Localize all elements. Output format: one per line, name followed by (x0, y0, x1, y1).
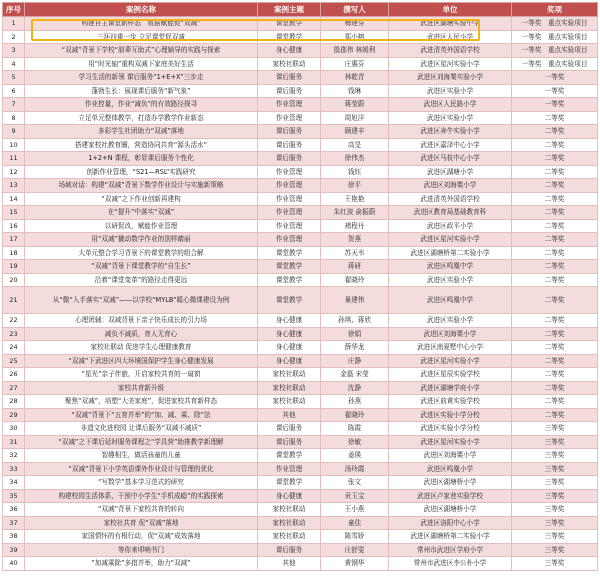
cell-no: 36 (3, 503, 25, 517)
cell-unit: 武进区人民路小学 (389, 98, 512, 112)
cell-title: 构建校园生活体系，干预中小学生“手机成瘾”的实践探索 (25, 489, 258, 503)
cell-unit: 武进清英外国语学校 (389, 44, 512, 58)
cell-no: 26 (3, 368, 25, 382)
table-row (3, 98, 598, 112)
table-row (3, 125, 598, 139)
cell-unit: 武进区星辰实验学校 (389, 368, 512, 382)
cell-unit: 武进区湖塘学府小学 (389, 381, 512, 395)
cell-title: 大单元整合学习背景下的课堂教学的组合解 (25, 246, 258, 260)
table-row (3, 287, 598, 314)
cell-award: 一等奖 (512, 98, 598, 112)
cell-author: 梅建芬 (321, 17, 389, 31)
cell-unit: 武进区实验小学 (389, 84, 512, 98)
cell-author: 周旭洋 (321, 111, 389, 125)
table-row (3, 341, 598, 355)
table-row (3, 408, 598, 422)
cell-award: 二等奖 (512, 111, 598, 125)
cell-award: 三等奖 (512, 476, 598, 490)
cell-unit: 武进区实验小学 (389, 314, 512, 328)
cell-award: 二等奖 (512, 381, 598, 395)
cell-no: 1 (3, 17, 25, 31)
cell-award: 三等奖 (512, 449, 598, 463)
cell-theme: 课后服务 (258, 84, 321, 98)
cell-author: 蒋研 (321, 260, 389, 274)
cell-theme: 家校社联动 (258, 57, 321, 71)
cell-no: 25 (3, 354, 25, 368)
cell-title: 减负不减质，育人无育心 (25, 327, 258, 341)
cell-theme: 课后服务 (258, 125, 321, 139)
cell-title: 家校共育新升级 (25, 381, 258, 395)
cell-unit: 武进区人民小学 (389, 30, 512, 44)
cell-theme: 身心健康 (258, 489, 321, 503)
table-row (3, 476, 598, 490)
cell-author: 顾建丰 (321, 125, 389, 139)
cell-award: 一等奖 (512, 71, 598, 85)
cell-award: 一等奖 重点实验项目 (512, 30, 598, 44)
table-row (3, 489, 598, 503)
cell-unit: 武进区湖塘桥小学 (389, 503, 512, 517)
cell-award: 二等奖 (512, 192, 598, 206)
cell-theme: 课堂教学 (258, 449, 321, 463)
cell-award: 二等奖 (512, 327, 598, 341)
cell-author: 庄舒雯 (321, 543, 389, 557)
cell-theme: 家校社联动 (258, 503, 321, 517)
table-row (3, 138, 598, 152)
cell-no: 37 (3, 516, 25, 530)
cell-unit: 武进区奔牛实验小学 (389, 125, 512, 139)
cell-award: 三等奖 (512, 435, 598, 449)
cell-title: 构建自主课堂新样态 数据赋能促“双减” (25, 17, 258, 31)
cell-unit: 武进区实验小学分校 (389, 422, 512, 436)
cell-title: “双减”背景下“五育并举”的“加、减、乘、除”法 (25, 408, 258, 422)
cell-author: 徐平 (321, 179, 389, 193)
cell-no: 8 (3, 111, 25, 125)
cell-title: 场域对话：构建“双减”背景下数学作业设计与实施新策略 (25, 179, 258, 193)
cell-no: 24 (3, 341, 25, 355)
cell-no: 17 (3, 233, 25, 247)
table-row (3, 192, 598, 206)
cell-award: 一等奖 (512, 84, 598, 98)
cell-award: 二等奖 (512, 368, 598, 382)
table-row (3, 152, 598, 166)
cell-no: 6 (3, 84, 25, 98)
cell-title: “双减”之下课后延时服务课程之“学具营”助推教学新理解 (25, 435, 258, 449)
table-row (3, 206, 598, 220)
cell-title: 用“时光轴”重构双减下家庭美好生活 (25, 57, 258, 71)
cell-award: 三等奖 (512, 543, 598, 557)
cell-no: 39 (3, 543, 25, 557)
cell-author: 庄惠芬 (321, 57, 389, 71)
cell-unit: 武进区湖塘桥第二实验小学 (389, 246, 512, 260)
cell-award: 二等奖 (512, 395, 598, 409)
cell-title: 创新作业管理，“S21—RSL”实践研究 (25, 165, 258, 179)
cell-unit: 武进区嘉泽中心小学 (389, 138, 512, 152)
cell-award: 二等奖 (512, 179, 598, 193)
table-row (3, 84, 598, 98)
cell-title: 智趣相生，做活孩童的儿童 (25, 449, 258, 463)
cell-author: 殷郡伟 林媛利 (321, 44, 389, 58)
cell-no: 15 (3, 206, 25, 220)
cell-unit: 武进区卢家巷实验学校 (389, 489, 512, 503)
cell-award: 二等奖 (512, 219, 598, 233)
header-theme: 案例主题 (258, 3, 321, 17)
cell-no: 19 (3, 260, 25, 274)
table-row (3, 368, 598, 382)
cell-author: 王小燕 (321, 503, 389, 517)
cell-author: 巢建伟 (321, 287, 389, 314)
cell-no: 12 (3, 165, 25, 179)
cell-title: 从“微”入手落实“双减”——以学校“MYLB”暖心微课建设为例 (25, 287, 258, 314)
cell-title: “写数学”基本学习范式的研究 (25, 476, 258, 490)
cell-unit: 武进区星河实验小学 (389, 354, 512, 368)
cell-unit: 武进区星河实验小学 (389, 57, 512, 71)
cell-theme: 作业管理 (258, 165, 321, 179)
cell-author: 贡玉宝 (321, 489, 389, 503)
cell-author: 郑小榕 (321, 30, 389, 44)
cell-author: 庄静 (321, 354, 389, 368)
cell-author: 张文 (321, 476, 389, 490)
cell-unit: 武进区南夏墅中心小学 (389, 341, 512, 355)
cell-award: 一等奖 重点实验项目 (512, 44, 598, 58)
cell-author: 孙琪、蒋欣 (321, 314, 389, 328)
cell-theme: 课堂教学 (258, 30, 321, 44)
cell-theme: 课堂教学 (258, 287, 321, 314)
cell-no: 3 (3, 44, 25, 58)
award-table (2, 2, 598, 571)
cell-unit: 武进区刘海粟小学 (389, 179, 512, 193)
cell-title: 非遗文化进校园 让课后服务“双减不减质” (25, 422, 258, 436)
cell-author: 徐娟 (321, 327, 389, 341)
table-row (3, 233, 598, 247)
cell-unit: 武进区实验小学 (389, 111, 512, 125)
cell-theme: 课后服务 (258, 152, 321, 166)
cell-theme: 家校社联动 (258, 395, 321, 409)
cell-no: 28 (3, 395, 25, 409)
cell-author: 孙燕 (321, 395, 389, 409)
cell-no: 11 (3, 152, 25, 166)
cell-title: 以研促改，赋能作业管理 (25, 219, 258, 233)
cell-unit: 武进区实验小学 (389, 273, 512, 287)
cell-theme: 课堂教学 (258, 260, 321, 274)
table-row (3, 422, 598, 436)
cell-title: “星光”亲子伴旅，开启家校共育的一扇窗 (25, 368, 258, 382)
cell-theme: 作业管理 (258, 462, 321, 476)
table-row (3, 30, 598, 44)
table-row (3, 557, 598, 571)
cell-title: 聚焦“双减”，培塑“大美家庭”，促进家校共育新样态 (25, 395, 258, 409)
table-row (3, 273, 598, 287)
cell-theme: 身心健康 (258, 44, 321, 58)
cell-no: 22 (3, 314, 25, 328)
cell-award: 一等奖 重点实验项目 (512, 17, 598, 31)
table-row (3, 395, 598, 409)
cell-theme: 作业管理 (258, 111, 321, 125)
header-author: 撰写人 (321, 3, 389, 17)
cell-no: 30 (3, 422, 25, 436)
cell-theme: 作业管理 (258, 233, 321, 247)
cell-no: 21 (3, 287, 25, 314)
cell-award: 二等奖 (512, 287, 598, 314)
cell-award: 二等奖 (512, 246, 598, 260)
header-no: 序号 (3, 3, 25, 17)
cell-title: “加减乘除”多措并举，助力“双减” (25, 557, 258, 571)
cell-title: 三环四重一步 立足课堂促双减 (25, 30, 258, 44)
cell-award: 二等奖 (512, 354, 598, 368)
cell-theme: 课后服务 (258, 435, 321, 449)
cell-title: 多彩学生社团助力“双减”落地 (25, 125, 258, 139)
cell-author: 贺燕 (321, 233, 389, 247)
cell-award: 三等奖 (512, 422, 598, 436)
table-row (3, 503, 598, 517)
cell-no: 23 (3, 327, 25, 341)
cell-no: 34 (3, 476, 25, 490)
cell-author: 童佳 (321, 516, 389, 530)
cell-title: 等你来叩响书门 (25, 543, 258, 557)
cell-title: 1+2+N 课程，彰显课后服务个性化 (25, 152, 258, 166)
cell-author: 王艳艳 (321, 192, 389, 206)
cell-author: 陈霞 (321, 422, 389, 436)
cell-award: 三等奖 (512, 516, 598, 530)
table-row (3, 57, 598, 71)
cell-no: 18 (3, 246, 25, 260)
cell-title: 沿着“课堂变革”的路径走得更远 (25, 273, 258, 287)
cell-author: 黄钢华 (321, 557, 389, 571)
cell-author: 陈雪娇 (321, 530, 389, 544)
cell-unit: 武进区洛阳中心小学 (389, 516, 512, 530)
cell-award: 三等奖 (512, 462, 598, 476)
table-row (3, 530, 598, 544)
table-row (3, 327, 598, 341)
cell-author: 徐敏 (321, 435, 389, 449)
cell-no: 33 (3, 462, 25, 476)
cell-no: 2 (3, 30, 25, 44)
cell-theme: 其他 (258, 408, 321, 422)
cell-theme: 身心健康 (258, 354, 321, 368)
cell-award: 二等奖 (512, 260, 598, 274)
cell-award: 三等奖 (512, 530, 598, 544)
cell-no: 35 (3, 489, 25, 503)
cell-title: “双减”背景下课堂教学的“自生长” (25, 260, 258, 274)
cell-award: 二等奖 (512, 233, 598, 247)
cell-unit: 常州市武进区学府小学 (389, 543, 512, 557)
cell-theme: 身心健康 (258, 327, 321, 341)
cell-unit: 武进区刘海粟小学 (389, 449, 512, 463)
cell-award: 三等奖 (512, 489, 598, 503)
cell-unit: 武进区马杭中心小学 (389, 152, 512, 166)
table-body (3, 17, 598, 571)
cell-title: “双减”下武进区四大环境国保护学生身心健康发展 (25, 354, 258, 368)
cell-theme: 作业管理 (258, 192, 321, 206)
cell-no: 29 (3, 408, 25, 422)
cell-title: 用“双减”撬动数学作业的别样睛丽 (25, 233, 258, 247)
cell-unit: 武进区星河实验小学 (389, 233, 512, 247)
cell-award: 二等奖 (512, 165, 598, 179)
cell-title: 搭建家校社教育圈，营造协同共育“源头活水” (25, 138, 258, 152)
award-table-sheet (0, 2, 600, 584)
cell-award: 二等奖 (512, 314, 598, 328)
cell-theme: 课后服务 (258, 543, 321, 557)
cell-title: 家国情怀的有根行动，促“双减”成效落地 (25, 530, 258, 544)
cell-award: 一等奖 重点实验项目 (512, 57, 598, 71)
cell-author: 苏天韦 (321, 246, 389, 260)
cell-title: 作业控量，作业“减负”的有效路径探寻 (25, 98, 258, 112)
cell-title: 蓬勃生长：展现课后服务“新气象” (25, 84, 258, 98)
cell-unit: 武进区前黄实验学校 (389, 395, 512, 409)
header-title: 案例名称 (25, 3, 258, 17)
cell-unit: 武进区鸣凰中学 (389, 287, 512, 314)
cell-author: 徐伟杰 (321, 152, 389, 166)
cell-no: 13 (3, 179, 25, 193)
cell-author: 姜瑛 (321, 449, 389, 463)
cell-author: 高旻 (321, 138, 389, 152)
cell-unit: 武进区湖塘实验中学 (389, 17, 512, 31)
cell-author: 翟晓玲 (321, 408, 389, 422)
cell-title: “双减”背景下学校“朋辈互助式”心理辅导的实践与探索 (25, 44, 258, 58)
header-award: 奖项 (512, 3, 598, 17)
cell-award: 二等奖 (512, 152, 598, 166)
cell-theme: 课堂教学 (258, 273, 321, 287)
table-row (3, 44, 598, 58)
cell-author: 蒋莹蔚 (321, 98, 389, 112)
cell-author: 朱红波 俞振蔚 (321, 206, 389, 220)
cell-no: 32 (3, 449, 25, 463)
cell-no: 16 (3, 219, 25, 233)
cell-theme: 课堂教学 (258, 476, 321, 490)
cell-title: “双减”背景下家校共育的转向 (25, 503, 258, 517)
cell-theme: 家校社联动 (258, 381, 321, 395)
cell-author: 林乾青 (321, 71, 389, 85)
cell-author: 钱钰 (321, 165, 389, 179)
cell-award: 二等奖 (512, 273, 598, 287)
cell-unit: 武进清英外国语学校 (389, 192, 512, 206)
cell-theme: 身心健康 (258, 341, 321, 355)
table-row (3, 543, 598, 557)
cell-award: 二等奖 (512, 206, 598, 220)
table-row (3, 516, 598, 530)
cell-theme: 作业管理 (258, 98, 321, 112)
cell-author: 钱琳 (321, 84, 389, 98)
table-row (3, 179, 598, 193)
table-row (3, 462, 598, 476)
cell-theme: 身心健康 (258, 314, 321, 328)
cell-award: 二等奖 (512, 341, 598, 355)
cell-title: 家校社联动 促进学生心理健康教育 (25, 341, 258, 355)
cell-title: 立足单元整体教学，打造办学教学作业新态 (25, 111, 258, 125)
cell-unit: 武进区实验小学分校 (389, 408, 512, 422)
table-row (3, 246, 598, 260)
cell-unit: 武进区政平小学 (389, 219, 512, 233)
cell-award: 二等奖 (512, 408, 598, 422)
cell-title: 学习生活的新领 课后服务“1+E+X”三步走 (25, 71, 258, 85)
cell-unit: 常州市武进区李公朴小学 (389, 557, 512, 571)
cell-no: 14 (3, 192, 25, 206)
cell-title: 家校社共育 促“双减”落地 (25, 516, 258, 530)
cell-no: 10 (3, 138, 25, 152)
cell-theme: 其他 (258, 557, 321, 571)
cell-theme: 课堂教学 (258, 17, 321, 31)
cell-theme: 家校社联动 (258, 516, 321, 530)
cell-unit: 武进区刘海粟实验小学 (389, 71, 512, 85)
cell-no: 9 (3, 125, 25, 139)
table-header-row (3, 3, 598, 17)
cell-theme: 课后服务 (258, 71, 321, 85)
cell-theme: 作业管理 (258, 219, 321, 233)
table-row (3, 354, 598, 368)
cell-unit: 武进区教育局基础教育科 (389, 206, 512, 220)
table-row (3, 219, 598, 233)
table-row (3, 260, 598, 274)
table-row (3, 381, 598, 395)
cell-unit: 武进区湖塘桥小学 (389, 476, 512, 490)
cell-unit: 武进区星河实验小学 (389, 435, 512, 449)
cell-author: 薛华龙 (321, 341, 389, 355)
cell-author: 汤玲霞 (321, 462, 389, 476)
cell-title: “双减”之下作业创新再建构 (25, 192, 258, 206)
cell-award: 二等奖 (512, 125, 598, 139)
cell-title: 在“提升”中落实“双减” (25, 206, 258, 220)
table-row (3, 314, 598, 328)
cell-theme: 课后服务 (258, 138, 321, 152)
cell-theme: 家校社联动 (258, 530, 321, 544)
cell-unit: 武进区鸣凰小学 (389, 462, 512, 476)
cell-no: 4 (3, 57, 25, 71)
cell-author: 沈静 (321, 381, 389, 395)
table-row (3, 435, 598, 449)
cell-award: 三等奖 (512, 503, 598, 517)
table-row (3, 71, 598, 85)
cell-no: 20 (3, 273, 25, 287)
cell-no: 40 (3, 557, 25, 571)
table-row (3, 449, 598, 463)
table-row (3, 165, 598, 179)
cell-theme: 作业管理 (258, 179, 321, 193)
cell-theme: 课堂教学 (258, 246, 321, 260)
cell-no: 27 (3, 381, 25, 395)
cell-no: 7 (3, 98, 25, 112)
cell-author: 翟晓玲 (321, 273, 389, 287)
cell-theme: 家校社联动 (258, 368, 321, 382)
cell-author: 褚程丹 (321, 219, 389, 233)
cell-unit: 武进区鸣凰中学 (389, 260, 512, 274)
header-unit: 单位 (389, 3, 512, 17)
cell-author: 金磊 宋莹 (321, 368, 389, 382)
cell-no: 5 (3, 71, 25, 85)
cell-theme: 作业管理 (258, 206, 321, 220)
table-row (3, 111, 598, 125)
cell-unit: 武进区湖塘桥第二实验小学 (389, 530, 512, 544)
cell-unit: 武进区湖塘小学 (389, 165, 512, 179)
cell-unit: 武进区刘海粟小学 (389, 327, 512, 341)
cell-theme: 课后服务 (258, 422, 321, 436)
cell-no: 38 (3, 530, 25, 544)
cell-no: 31 (3, 435, 25, 449)
cell-title: 心理团辅：双减背景下亲子快乐成长的引力场 (25, 314, 258, 328)
cell-title: “双减”背景下小学英语课外作业设计与管理的优化 (25, 462, 258, 476)
cell-award: 三等奖 (512, 557, 598, 571)
cell-award: 二等奖 (512, 138, 598, 152)
table-row (3, 17, 598, 31)
